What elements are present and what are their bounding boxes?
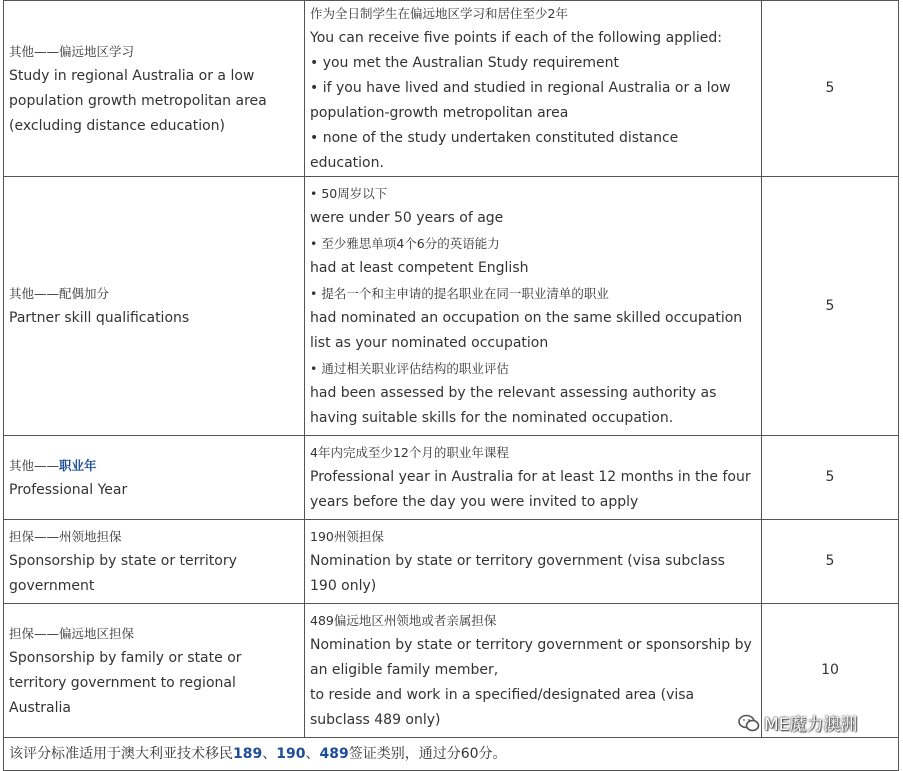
description-zh: 作为全日制学生在偏远地区学习和居住至少2年 <box>310 6 568 21</box>
footer-suffix: 签证类别，通过分60分。 <box>348 745 507 762</box>
category-en: Sponsorship by family or state or territory government to regional Australia <box>9 649 242 716</box>
footer-separator: 、 <box>305 745 320 762</box>
watermark-text: ME魔力澳洲 <box>764 715 858 735</box>
category-en: Sponsorship by state or territory government <box>9 553 237 594</box>
category-zh: 担保——州领地担保 <box>9 529 122 544</box>
category-en: Partner skill qualifications <box>9 310 190 326</box>
requirement-en: had nominated an occupation on the same skilled occupation list as your nominated occupation <box>310 310 743 351</box>
requirement-zh: • 至少雅思单项4个6分的英语能力 <box>310 236 500 251</box>
requirement-zh: • 50周岁以下 <box>310 186 388 201</box>
description-cell <box>305 177 762 436</box>
category-en: Professional Year <box>9 481 128 498</box>
points-value: 5 <box>825 297 835 314</box>
category-cell <box>4 177 305 436</box>
description-cell <box>305 436 762 520</box>
requirement-en: had at least competent English <box>310 260 529 276</box>
points-value: 5 <box>825 80 835 96</box>
category-zh <box>9 453 299 478</box>
requirement-zh: • 通过相关职业评估结构的职业评估 <box>310 361 509 376</box>
category-zh: 其他——偏远地区学习 <box>9 43 135 59</box>
points-value: 10 <box>821 662 839 678</box>
points-cell <box>762 520 899 604</box>
requirement-en: were under 50 years of age <box>310 210 504 226</box>
table-row <box>4 177 899 436</box>
category-cell <box>4 520 305 604</box>
footer-visa-489: 489 <box>319 745 349 762</box>
watermark <box>738 710 857 735</box>
description-line: • none of the study undertaken constituted distance education. <box>310 130 679 171</box>
category-en: Study in regional Australia or a low population growth metropolitan area (excluding distance education) <box>9 67 267 134</box>
category-zh: 担保——偏远地区担保 <box>9 625 135 641</box>
description-zh: 489偏远地区州领地或者亲属担保 <box>310 613 497 628</box>
description-line: You can receive five points if each of the following applied: <box>310 30 722 46</box>
points-table <box>3 0 899 771</box>
requirement-zh: • 提名一个和主申请的提名职业在同一职业清单的职业 <box>310 286 609 301</box>
points-value: 5 <box>825 469 835 485</box>
requirement-en: had been assessed by the relevant assessing authority as having suitable skills for the nominated occupation. <box>310 385 717 426</box>
footer-separator: 、 <box>262 745 277 762</box>
points-cell <box>762 436 899 520</box>
table-row <box>4 1 899 177</box>
description-en: Nomination by state or territory government (visa subclass 190 only) <box>310 553 725 594</box>
footer-note <box>4 738 899 771</box>
description-zh: 4年内完成至少12个月的职业年课程 <box>310 445 509 460</box>
category-cell <box>4 436 305 520</box>
description-cell <box>305 1 762 177</box>
category-zh-prefix: 其他—— <box>9 457 60 473</box>
table-row <box>4 520 899 604</box>
footer-prefix: 该评分标准适用于澳大利亚技术移民 <box>9 745 233 762</box>
footer-visa-189: 189 <box>233 745 263 762</box>
category-zh-highlight: 职业年 <box>59 457 97 473</box>
description-en: Professional year in Australia for at least 12 months in the four years before the day you were invited to apply <box>310 469 751 510</box>
points-value: 5 <box>825 553 835 569</box>
category-cell <box>4 604 305 738</box>
footer-row <box>4 738 899 771</box>
description-line: • you met the Australian Study requirement <box>310 55 620 71</box>
category-zh: 其他——配偶加分 <box>9 286 110 301</box>
description-line: • if you have lived and studied in regional Australia or a low population-growth metropolitan area <box>310 80 731 121</box>
table-row <box>4 436 899 520</box>
points-cell <box>762 177 899 436</box>
description-cell <box>305 604 762 738</box>
description-zh: 190州领担保 <box>310 529 384 544</box>
wechat-icon <box>738 714 760 732</box>
category-cell <box>4 1 305 177</box>
description-line: to reside and work in a specified/designated area (visa subclass 489 only) <box>310 687 695 728</box>
points-cell <box>762 1 899 177</box>
description-line: Nomination by state or territory government or sponsorship by an eligible family member, <box>310 637 752 678</box>
footer-visa-190: 190 <box>276 745 306 762</box>
description-cell <box>305 520 762 604</box>
